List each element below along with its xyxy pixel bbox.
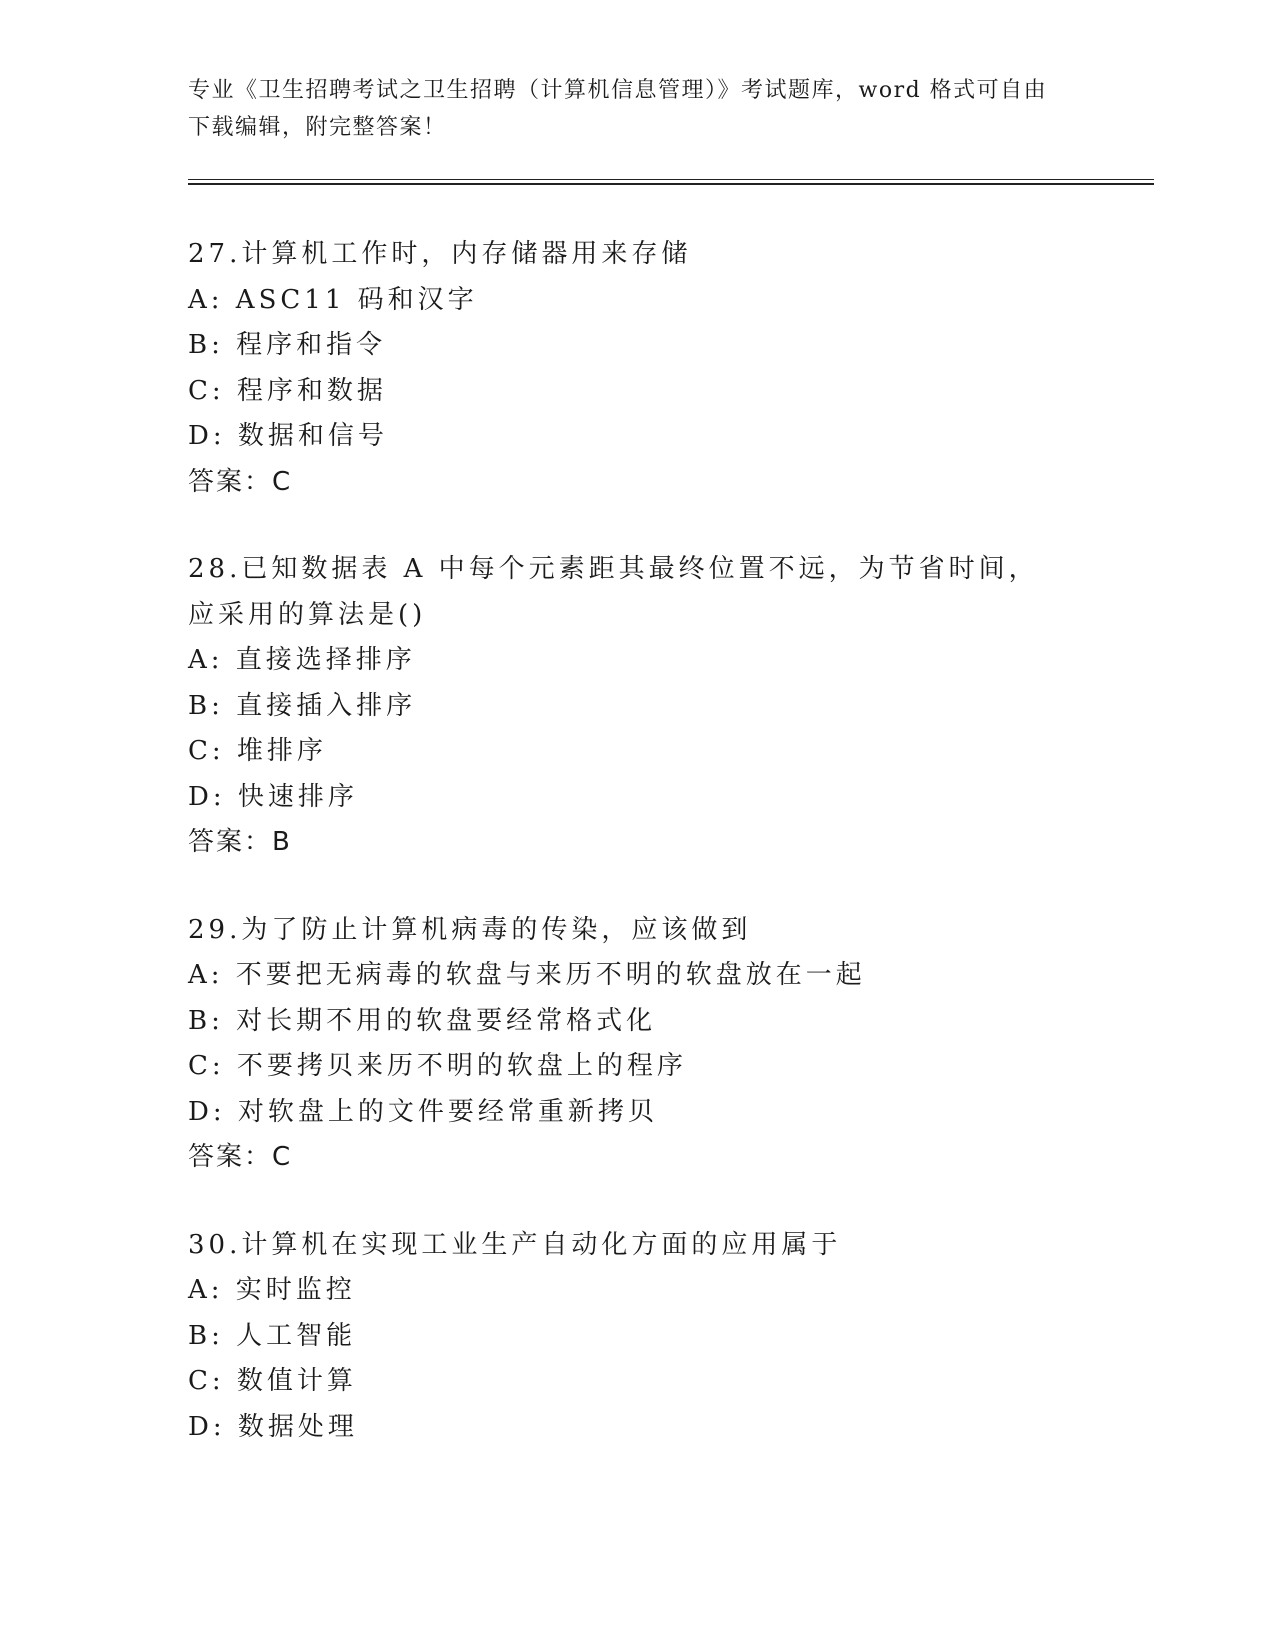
option-c: C: 不要拷贝来历不明的软盘上的程序	[188, 1051, 687, 1081]
option-d: D: 对软盘上的文件要经常重新拷贝	[188, 1096, 658, 1127]
option-a: A: 直接选择排序	[188, 645, 416, 675]
answer-label: 答案：C	[188, 1142, 293, 1172]
question-28	[188, 547, 1088, 866]
header-rule-thin	[188, 179, 1154, 180]
question-list	[188, 232, 1088, 1492]
option-a: A: ASC11 码和汉字	[188, 284, 478, 315]
option-c: C: 数值计算	[188, 1366, 357, 1396]
option-a: A: 实时监控	[188, 1275, 356, 1305]
option-c: C: 程序和数据	[188, 375, 387, 406]
question-stem: 29.为了防止计算机病毒的传染，应该做到	[188, 914, 752, 945]
question-27	[188, 232, 1088, 505]
document-header: 专业《卫生招聘考试之卫生招聘（计算机信息管理）》考试题库，word 格式可自由下载编辑，附完整答案！	[188, 78, 1048, 140]
answer-label: 答案：B	[188, 827, 292, 857]
option-c: C: 堆排序	[188, 736, 327, 766]
option-b: B: 人工智能	[188, 1320, 357, 1351]
answer-label: 答案：C	[188, 466, 293, 497]
option-d: D: 数据处理	[188, 1411, 358, 1442]
question-stem: 28.已知数据表 A 中每个元素距其最终位置不远，为节省时间，应采用的算法是()	[188, 554, 1039, 630]
option-b: B: 对长期不用的软盘要经常格式化	[188, 1005, 657, 1036]
option-d: D: 数据和信号	[188, 421, 388, 451]
option-b: B: 程序和指令	[188, 330, 387, 360]
question-29	[188, 908, 1088, 1181]
option-a: A: 不要把无病毒的软盘与来历不明的软盘放在一起	[188, 960, 866, 990]
question-30	[188, 1223, 1088, 1451]
question-stem: 27.计算机工作时，内存储器用来存储	[188, 239, 692, 269]
header-rule-thick	[188, 183, 1154, 185]
option-b: B: 直接插入排序	[188, 690, 417, 721]
question-stem: 30.计算机在实现工业生产自动化方面的应用属于	[188, 1229, 842, 1260]
option-d: D: 快速排序	[188, 781, 358, 812]
